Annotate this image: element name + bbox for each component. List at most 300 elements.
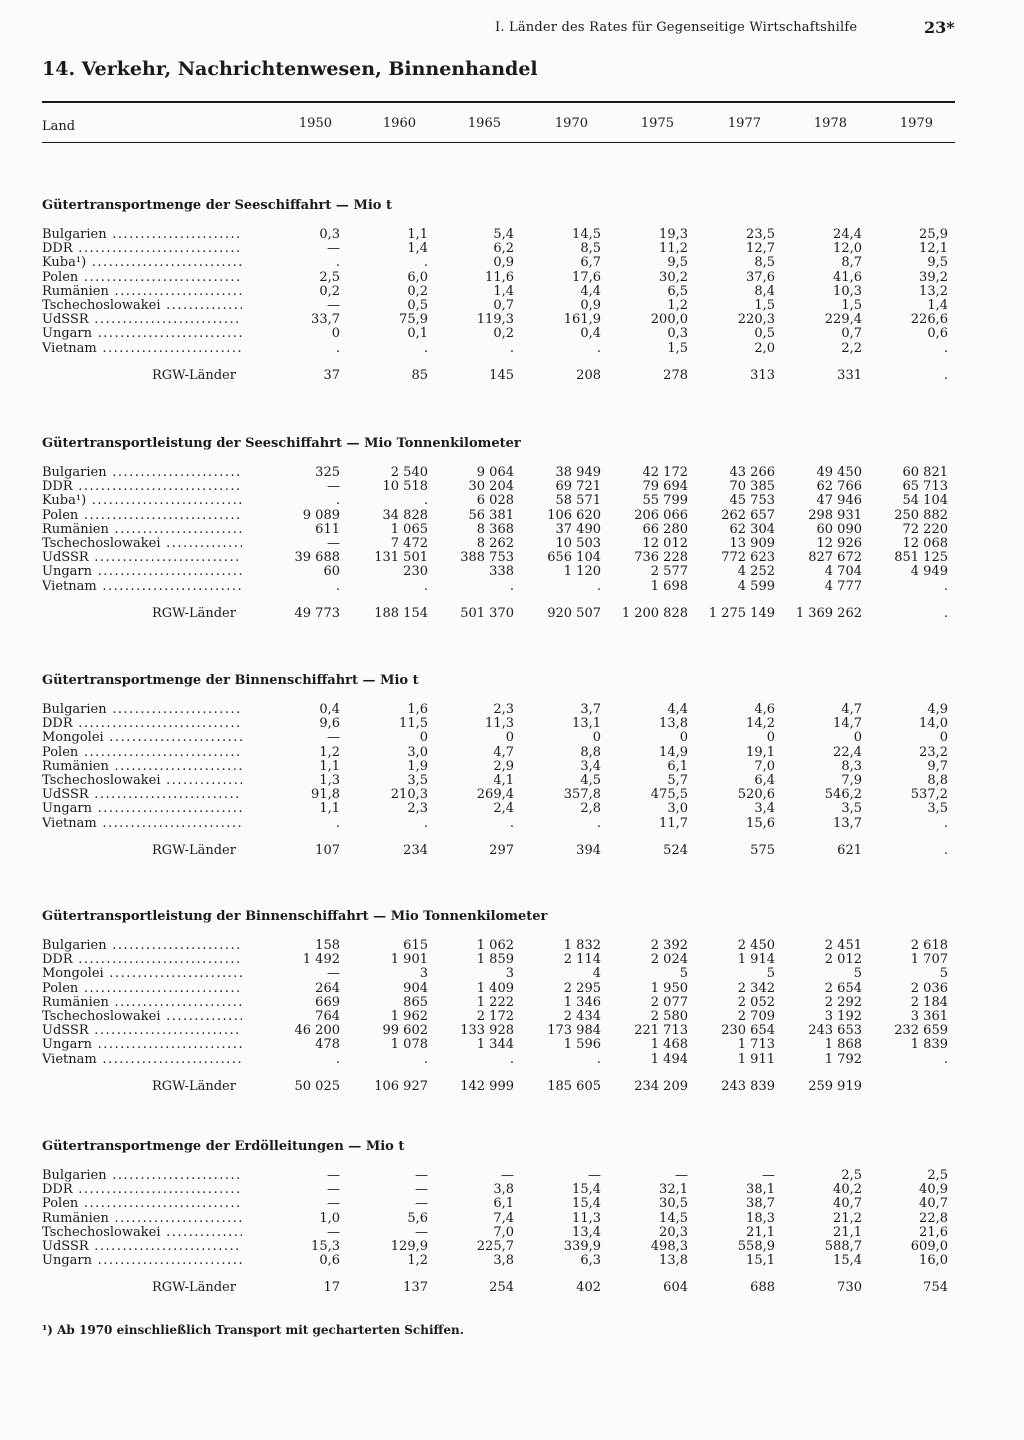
table-cell: 478 (315, 1037, 340, 1053)
table-cell: 8 368 (476, 521, 514, 537)
table-cell: 13,8 (659, 1253, 688, 1269)
section-title: Gütertransportleistung der Binnenschiffahrt — Mio Tonnenkilometer (42, 909, 548, 924)
table-cell: 1 839 (910, 1037, 948, 1053)
table-cell: 0,2 (493, 326, 514, 342)
table-cell: — (327, 730, 340, 746)
year-header-1960: 1960 (382, 116, 416, 131)
total-cell: 107 (315, 842, 340, 858)
table-cell: 37 490 (555, 521, 601, 537)
table-row (0, 342, 1024, 356)
table-cell: 54 104 (902, 493, 948, 509)
table-cell: . (335, 578, 340, 594)
country-label: Bulgarien ..... (42, 228, 242, 242)
page-header (0, 20, 1024, 42)
table-cell: 827 672 (808, 550, 862, 566)
table-row (0, 580, 1024, 594)
table-cell: 11,7 (659, 815, 688, 831)
table-cell: 75,9 (399, 312, 428, 328)
table-cell: 0,6 (319, 1253, 340, 1269)
table-cell: 0 (592, 730, 601, 746)
total-cell: 234 (403, 842, 428, 858)
table-row (0, 996, 1024, 1010)
total-cell: 106 927 (374, 1078, 428, 1094)
table-cell: 2,0 (754, 340, 775, 356)
total-cell: 17 (323, 1280, 340, 1296)
table-cell: 232 659 (894, 1023, 948, 1039)
total-cell: 920 507 (547, 605, 601, 621)
table-cell: 1 859 (476, 952, 514, 968)
chapter-title: 14. Verkehr, Nachrichtenwesen, Binnenhandel (42, 58, 538, 80)
table-cell: 2 577 (650, 564, 688, 580)
table-cell: 58 571 (555, 493, 601, 509)
table-cell: 11,3 (485, 716, 514, 732)
table-cell: 60 090 (816, 521, 862, 537)
table-cell: 47 946 (816, 493, 862, 509)
total-label: RGW-Länder (152, 367, 236, 383)
table-cell: 2 451 (824, 938, 862, 953)
table-cell: 1,5 (841, 298, 862, 313)
country-label: Rumänien ..... (42, 285, 242, 299)
table-cell: 3,4 (580, 758, 601, 774)
table-cell: 79 694 (642, 479, 688, 495)
total-cell: 142 999 (460, 1078, 514, 1094)
table-cell: 22,4 (833, 744, 862, 760)
table-cell: 2,5 (841, 1168, 862, 1183)
table-cell: . (423, 578, 428, 594)
table-cell: 9 089 (302, 507, 340, 523)
table-cell: 2 709 (737, 1009, 775, 1024)
table-cell: 1 078 (390, 1037, 428, 1053)
table-cell: 0,2 (319, 283, 340, 299)
table-cell: 12 926 (816, 536, 862, 551)
table-cell: 8,5 (580, 241, 601, 257)
table-cell: 1 062 (476, 938, 514, 953)
table-cell: 3 192 (824, 1009, 862, 1024)
table-cell: 6,3 (580, 1253, 601, 1269)
table-cell: 2 036 (910, 980, 948, 996)
table-cell: 1,0 (319, 1210, 340, 1226)
total-cell: 394 (576, 842, 601, 858)
table-cell: 609,0 (910, 1239, 948, 1254)
table-cell: 12,7 (746, 241, 775, 257)
table-cell: 1 596 (563, 1037, 601, 1053)
table-cell: 12,0 (833, 241, 862, 257)
table-cell: 30,2 (659, 269, 688, 285)
table-cell: 2 012 (824, 952, 862, 968)
table-cell: 2,2 (841, 340, 862, 356)
table-cell: 2 077 (650, 994, 688, 1010)
table-cell: 7,0 (493, 1224, 514, 1240)
running-head: I. Länder des Rates für Gegenseitige Wirtschaftshilfe (495, 20, 858, 35)
country-label: DDR ..... (42, 953, 242, 967)
table-cell: 19,1 (746, 744, 775, 760)
table-cell: — (415, 1182, 428, 1198)
table-cell: . (596, 1051, 601, 1067)
country-label: Ungarn ..... (42, 565, 242, 579)
footnote: ¹) Ab 1970 einschließlich Transport mit gecharterten Schiffen. (42, 1323, 464, 1337)
table-cell: 0,1 (407, 326, 428, 342)
table-cell: 11,6 (485, 269, 514, 285)
total-row (0, 843, 1024, 859)
total-cell: 254 (489, 1280, 514, 1296)
table-cell: 8 262 (476, 536, 514, 551)
table-cell: 37,6 (746, 269, 775, 285)
table-cell: 8,8 (580, 744, 601, 760)
table-cell: 42 172 (642, 465, 688, 480)
table-cell: 72 220 (902, 521, 948, 537)
table-cell: . (943, 340, 948, 356)
country-label: Tschechoslowakei ..... (42, 1010, 242, 1024)
country-label: Mongolei ..... (42, 731, 242, 745)
country-label: UdSSR ..... (42, 1024, 242, 1038)
table-cell: 546,2 (824, 787, 862, 803)
table-cell: — (675, 1168, 688, 1183)
table-cell: 230 654 (721, 1023, 775, 1039)
table-cell: 1 914 (737, 952, 775, 968)
country-label: UdSSR ..... (42, 1240, 242, 1254)
table-cell: 269,4 (476, 787, 514, 803)
page-number: 23* (924, 18, 955, 37)
table-cell: 129,9 (390, 1239, 428, 1254)
section-title: Gütertransportleistung der Seeschiffahrt — Mio Tonnenkilometer (42, 436, 521, 451)
table-cell: 0 (419, 730, 428, 746)
table-cell: 4,9 (927, 702, 948, 717)
table-row (0, 327, 1024, 341)
country-label: Vietnam ..... (42, 580, 242, 594)
total-cell: . (943, 605, 948, 621)
table-cell: 656 104 (547, 550, 601, 566)
total-row (0, 1280, 1024, 1296)
table-cell: 20,3 (659, 1224, 688, 1240)
table-cell: . (335, 340, 340, 356)
table-row (0, 1240, 1024, 1254)
table-cell: 1 698 (650, 578, 688, 594)
table-cell: 3,5 (841, 801, 862, 817)
country-label: Ungarn ..... (42, 802, 242, 816)
table-row (0, 1169, 1024, 1183)
country-label: Bulgarien ..... (42, 466, 242, 480)
table-cell: 4,4 (667, 702, 688, 717)
table-cell: 11,3 (572, 1210, 601, 1226)
table-cell: . (335, 815, 340, 831)
total-row (0, 606, 1024, 622)
total-cell: 730 (837, 1280, 862, 1296)
table-cell: 6 028 (476, 493, 514, 509)
table-cell: 6,4 (754, 773, 775, 788)
table-row (0, 746, 1024, 760)
table-row (0, 285, 1024, 299)
table-cell: 13 909 (729, 536, 775, 551)
table-cell: 298 931 (808, 507, 862, 523)
table-cell: 2 184 (910, 994, 948, 1010)
total-cell: 297 (489, 842, 514, 858)
table-cell: 669 (315, 994, 340, 1010)
table-cell: . (509, 340, 514, 356)
table-cell: 558,9 (737, 1239, 775, 1254)
country-label: Polen ..... (42, 982, 242, 996)
total-cell: 49 773 (294, 605, 340, 621)
table-cell: 69 721 (555, 479, 601, 495)
country-label: Ungarn ..... (42, 1254, 242, 1268)
table-cell: . (423, 493, 428, 509)
table-cell: 41,6 (833, 269, 862, 285)
table-row (0, 551, 1024, 565)
table-cell: 736 228 (634, 550, 688, 566)
table-cell: . (509, 1051, 514, 1067)
country-label: Vietnam ..... (42, 817, 242, 831)
table-cell: 537,2 (910, 787, 948, 803)
table-cell: 0 (853, 730, 862, 746)
table-row (0, 509, 1024, 523)
table-cell: 1,2 (407, 1253, 428, 1269)
country-label: Ungarn ..... (42, 327, 242, 341)
country-label: UdSSR ..... (42, 551, 242, 565)
table-row (0, 466, 1024, 480)
table-cell: 475,5 (650, 787, 688, 803)
table-row (0, 494, 1024, 508)
table-cell: — (327, 241, 340, 257)
table-cell: 1 120 (563, 564, 601, 580)
table-cell: 4,4 (580, 283, 601, 299)
table-cell: 4 704 (824, 564, 862, 580)
table-cell: 15,4 (572, 1196, 601, 1212)
table-row (0, 228, 1024, 242)
table-row (0, 717, 1024, 731)
table-cell: 6,5 (667, 283, 688, 299)
total-cell: 278 (663, 367, 688, 383)
total-cell: 208 (576, 367, 601, 383)
table-cell: 2,8 (580, 801, 601, 817)
table-row (0, 1254, 1024, 1268)
table-cell: . (423, 340, 428, 356)
country-label: Mongolei ..... (42, 967, 242, 981)
table-cell: 588,7 (824, 1239, 862, 1254)
year-header-1970: 1970 (554, 116, 588, 131)
table-cell: 520,6 (737, 787, 775, 803)
table-cell: 3 (419, 966, 428, 982)
table-cell: 2 295 (563, 980, 601, 996)
country-label: Tschechoslowakei ..... (42, 537, 242, 551)
table-cell: 158 (315, 938, 340, 953)
table-cell: 1 901 (390, 952, 428, 968)
table-row (0, 1197, 1024, 1211)
table-cell: 1 962 (390, 1009, 428, 1024)
table-cell: . (509, 815, 514, 831)
total-cell: 331 (837, 367, 862, 383)
table-cell: 1 950 (650, 980, 688, 996)
table-cell: 1,1 (319, 758, 340, 774)
table-row (0, 703, 1024, 717)
table-cell: 3,0 (667, 801, 688, 817)
table-row (0, 1024, 1024, 1038)
table-cell: 7,4 (493, 1210, 514, 1226)
year-header-1978: 1978 (813, 116, 847, 131)
year-header-1979: 1979 (899, 116, 933, 131)
table-row (0, 313, 1024, 327)
section-title: Gütertransportmenge der Seeschiffahrt — Mio t (42, 198, 392, 213)
table-cell: 38 949 (555, 465, 601, 480)
table-row (0, 802, 1024, 816)
total-label: RGW-Länder (152, 605, 236, 621)
table-cell: 1,5 (667, 340, 688, 356)
table-cell: 8,5 (754, 255, 775, 271)
total-cell: 402 (576, 1280, 601, 1296)
table-cell: — (327, 966, 340, 982)
table-cell: 0,3 (319, 227, 340, 242)
table-cell: 60 (323, 564, 340, 580)
land-column-header: Land (42, 119, 76, 134)
table-cell: 173 984 (547, 1023, 601, 1039)
table-cell: 17,6 (572, 269, 601, 285)
table-cell: 388 753 (460, 550, 514, 566)
year-header-1975: 1975 (640, 116, 674, 131)
year-header-1950: 1950 (298, 116, 332, 131)
table-cell: 200,0 (650, 312, 688, 328)
table-cell: 10,3 (833, 283, 862, 299)
table-cell: 220,3 (737, 312, 775, 328)
total-cell: 137 (403, 1280, 428, 1296)
table-row (0, 1053, 1024, 1067)
total-cell: 188 154 (374, 605, 428, 621)
table-cell: — (327, 298, 340, 313)
table-cell: 15,6 (746, 815, 775, 831)
table-cell: 14,9 (659, 744, 688, 760)
table-cell: . (596, 578, 601, 594)
table-cell: 1 065 (390, 521, 428, 537)
table-cell: 5 (853, 966, 862, 982)
table-cell: 1 494 (650, 1051, 688, 1067)
table-cell: . (596, 815, 601, 831)
total-cell: 234 209 (634, 1078, 688, 1094)
table-row (0, 939, 1024, 953)
table-cell: 0,4 (319, 702, 340, 717)
section-title: Gütertransportmenge der Erdölleitungen — Mio t (42, 1139, 405, 1154)
table-cell: 1,9 (407, 758, 428, 774)
column-header-row (0, 116, 1024, 136)
table-cell: 2 342 (737, 980, 775, 996)
table-cell: 12 012 (642, 536, 688, 551)
table-cell: . (335, 493, 340, 509)
table-cell: 15,1 (746, 1253, 775, 1269)
table-row (0, 1010, 1024, 1024)
table-cell: 1 792 (824, 1051, 862, 1067)
table-cell: 131 501 (374, 550, 428, 566)
table-cell: 262 657 (721, 507, 775, 523)
country-label: Polen ..... (42, 509, 242, 523)
table-cell: 0,6 (927, 326, 948, 342)
country-label: DDR ..... (42, 1183, 242, 1197)
table-row (0, 953, 1024, 967)
table-cell: 21,1 (746, 1224, 775, 1240)
table-cell: . (423, 815, 428, 831)
country-label: Ungarn ..... (42, 1038, 242, 1052)
table-cell: 2 654 (824, 980, 862, 996)
table-cell: 5,4 (493, 227, 514, 242)
table-cell: 9,7 (927, 758, 948, 774)
table-cell: 23,5 (746, 227, 775, 242)
table-cell: 6,7 (580, 255, 601, 271)
table-cell: 0 (939, 730, 948, 746)
country-label: Rumänien ..... (42, 760, 242, 774)
table-row (0, 774, 1024, 788)
table-header-rule (42, 142, 955, 143)
table-cell: — (327, 1196, 340, 1212)
table-cell: . (423, 255, 428, 271)
country-label: DDR ..... (42, 717, 242, 731)
table-cell: 1,4 (407, 241, 428, 257)
table-cell: 0,9 (580, 298, 601, 313)
table-cell: 1 832 (563, 938, 601, 953)
table-cell: 2,4 (493, 801, 514, 817)
table-cell: 2 024 (650, 952, 688, 968)
table-cell: 1,1 (319, 801, 340, 817)
table-row (0, 1038, 1024, 1052)
total-cell: 575 (750, 842, 775, 858)
table-cell: 1,6 (407, 702, 428, 717)
table-cell: 0,5 (407, 298, 428, 313)
total-cell: 50 025 (294, 1078, 340, 1094)
country-label: Polen ..... (42, 746, 242, 760)
table-cell: 40,7 (833, 1196, 862, 1212)
table-cell: 2,5 (927, 1168, 948, 1183)
table-cell: 0 (331, 326, 340, 342)
table-cell: 45 753 (729, 493, 775, 509)
year-header-1977: 1977 (727, 116, 761, 131)
total-cell: 688 (750, 1280, 775, 1296)
total-label: RGW-Länder (152, 842, 236, 858)
total-cell: 259 919 (808, 1078, 862, 1094)
table-cell: . (509, 578, 514, 594)
table-cell: 9,5 (927, 255, 948, 271)
table-cell: 62 766 (816, 479, 862, 495)
table-cell: 764 (315, 1009, 340, 1024)
table-cell: 229,4 (824, 312, 862, 328)
table-cell: 40,9 (919, 1182, 948, 1198)
table-cell: 3,0 (407, 744, 428, 760)
table-cell: 38,7 (746, 1196, 775, 1212)
table-cell: 4,6 (754, 702, 775, 717)
table-cell: 18,3 (746, 1210, 775, 1226)
table-cell: 2 618 (910, 938, 948, 953)
table-cell: 119,3 (476, 312, 514, 328)
table-row (0, 537, 1024, 551)
table-cell: 225,7 (476, 1239, 514, 1254)
table-cell: — (762, 1168, 775, 1183)
table-cell: 6,1 (667, 758, 688, 774)
table-cell: 357,8 (563, 787, 601, 803)
table-cell: 40,7 (919, 1196, 948, 1212)
table-cell: 14,0 (919, 716, 948, 732)
table-cell: 0,3 (667, 326, 688, 342)
table-cell: — (415, 1168, 428, 1183)
table-cell: 3,5 (407, 773, 428, 788)
table-cell: 13,8 (659, 716, 688, 732)
table-cell: 10 503 (555, 536, 601, 551)
table-cell: 1 868 (824, 1037, 862, 1053)
table-row (0, 1183, 1024, 1197)
table-cell: 230 (403, 564, 428, 580)
country-label: Tschechoslowakei ..... (42, 299, 242, 313)
table-cell: 2 392 (650, 938, 688, 953)
country-label: Rumänien ..... (42, 1212, 242, 1226)
table-cell: 65 713 (902, 479, 948, 495)
table-cell: 2 114 (563, 952, 601, 968)
table-cell: 1 344 (476, 1037, 514, 1053)
table-cell: 1 492 (302, 952, 340, 968)
table-cell: 0,2 (407, 283, 428, 299)
total-label: RGW-Länder (152, 1280, 236, 1296)
country-label: Tschechoslowakei ..... (42, 774, 242, 788)
